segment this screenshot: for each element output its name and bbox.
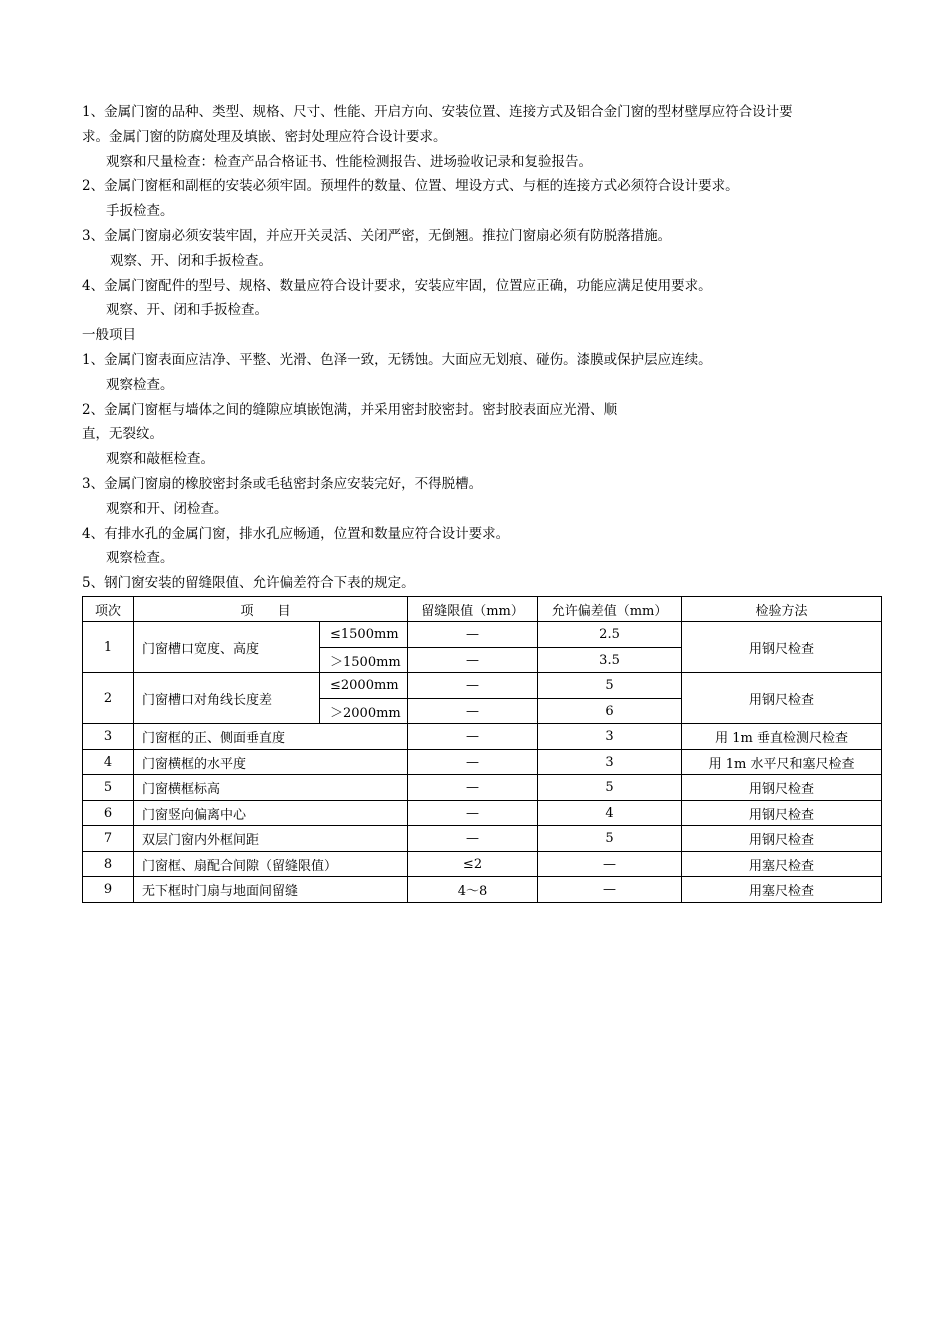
table-row: 5 门窗横框标高 — 5 用钢尺检查 (83, 775, 882, 801)
table-row: 6 门窗竖向偏离中心 — 4 用钢尺检查 (83, 800, 882, 826)
text-line: 3、金属门窗扇必须安装牢固，并应开关灵活、关闭严密，无倒翘。推拉门窗扇必须有防脱落措施。 (82, 227, 672, 244)
text-line: 观察检查。 (106, 550, 174, 567)
table-row: 1 门窗槽口宽度、高度 ≤1500mm — 2.5 用钢尺检查 (83, 622, 882, 648)
text-line: 1、金属门窗的品种、类型、规格、尺寸、性能、开启方向、安装位置、连接方式及铝合金门窗的型材壁厚应符合设计要 (82, 104, 793, 120)
text-line: 观察和敲框检查。 (106, 451, 214, 468)
document-page (82, 100, 882, 903)
header-gap: 留缝限值（mm） (408, 596, 538, 622)
text-line: 一般项目 (82, 327, 136, 344)
header-tolerance: 允许偏差值（mm） (538, 596, 682, 622)
header-method: 检验方法 (682, 596, 882, 622)
text-line: 观察和开、闭检查。 (106, 500, 228, 517)
table-row: ＞2000mm — 6 (83, 698, 882, 724)
table-row: 7 双层门窗内外框间距 — 5 用钢尺检查 (83, 826, 882, 852)
text-line: 2、金属门窗框与墙体之间的缝隙应填嵌饱满，并采用密封胶密封。密封胶表面应光滑、顺 (82, 401, 618, 418)
table-row: 9 无下框时门扇与地面间留缝 4～8 — 用塞尺检查 (83, 877, 882, 903)
header-item: 项 目 (134, 596, 408, 622)
text-line: 1、金属门窗表面应洁净、平整、光滑、色泽一致，无锈蚀。大面应无划痕、碰伤。漆膜或保护层应连续。 (82, 351, 712, 368)
body-text (82, 100, 882, 596)
text-line: 4、金属门窗配件的型号、规格、数量应符合设计要求，安装应牢固，位置应正确，功能应满足使用要求。 (82, 277, 712, 294)
table-row: 4 门窗横框的水平度 — 3 用 1m 水平尺和塞尺检查 (83, 749, 882, 775)
text-line: 观察和尺量检查：检查产品合格证书、性能检测报告、进场验收记录和复验报告。 (106, 153, 592, 170)
table-row: 3 门窗框的正、侧面垂直度 — 3 用 1m 垂直检测尺检查 (83, 724, 882, 750)
tolerance-table (82, 596, 882, 903)
text-line: 2、金属门窗框和副框的安装必须牢固。预埋件的数量、位置、埋设方式、与框的连接方式必须符合设计要求。 (82, 178, 739, 195)
text-line: 观察、开、闭和手扳检查。 (106, 302, 268, 319)
text-line: 观察、开、闭和手扳检查。 (110, 252, 272, 269)
text-line: 手扳检查。 (106, 203, 174, 220)
text-line: 3、金属门窗扇的橡胶密封条或毛毡密封条应安装完好，不得脱槽。 (82, 475, 483, 492)
text-line: 求。金属门窗的防腐处理及填嵌、密封处理应符合设计要求。 (82, 128, 447, 145)
text-line: 直，无裂纹。 (82, 426, 163, 443)
table-header-row (83, 596, 882, 622)
text-line: 5、钢门窗安装的留缝限值、允许偏差符合下表的规定。 (82, 575, 415, 592)
text-line: 观察检查。 (106, 376, 174, 393)
table-row: 2 门窗槽口对角线长度差 ≤2000mm — 5 用钢尺检查 (83, 673, 882, 699)
table-row: ＞1500mm — 3.5 (83, 647, 882, 673)
table-row: 8 门窗框、扇配合间隙（留缝限值） ≤2 — 用塞尺检查 (83, 851, 882, 877)
header-no: 项次 (83, 596, 134, 622)
text-line: 4、有排水孔的金属门窗，排水孔应畅通，位置和数量应符合设计要求。 (82, 525, 510, 542)
